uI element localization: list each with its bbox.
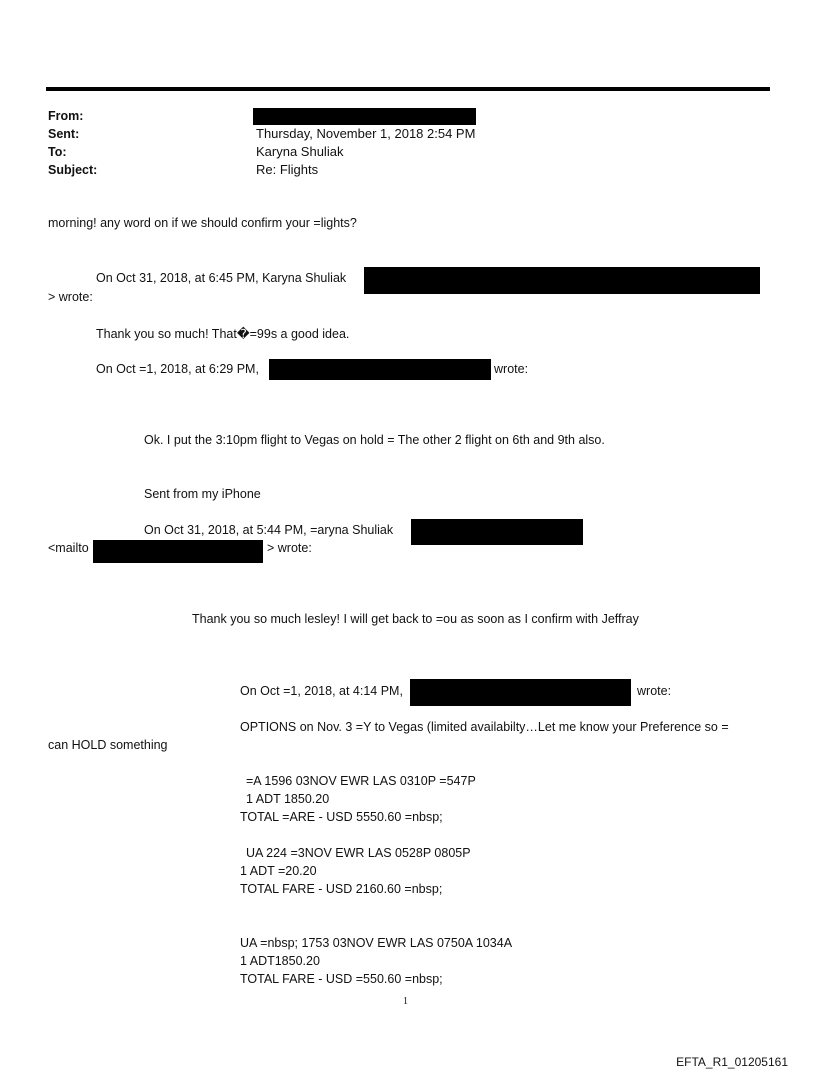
sent-value: Thursday, November 1, 2018 2:54 PM	[256, 126, 476, 141]
to-label: To:	[48, 145, 67, 159]
option-2-total: TOTAL FARE - USD 2160.60 =nbsp;	[240, 882, 443, 896]
mailto-prefix: <mailto	[48, 541, 89, 555]
redaction-sender-2	[269, 359, 491, 380]
to-value: Karyna Shuliak	[256, 144, 344, 159]
option-3-flight: UA =nbsp; 1753 03NOV EWR LAS 0750A 1034A	[240, 936, 513, 950]
body-line-hold-something: can HOLD something	[48, 738, 168, 752]
option-2-flight: UA 224 =3NOV EWR LAS 0528P 0805P	[246, 846, 471, 860]
quote-header-2-wrote: wrote:	[494, 362, 529, 376]
option-1-flight: =A 1596 03NOV EWR LAS 0310P =547P	[246, 774, 476, 788]
body-line-options: OPTIONS on Nov. 3 =Y to Vegas (limited availabilty…Let me know your Preference so =	[240, 720, 729, 734]
redaction-sender-4	[410, 679, 631, 706]
redaction-email-1	[364, 267, 760, 294]
quote-header-1: On Oct 31, 2018, at 6:45 PM, Karyna Shuliak	[96, 271, 347, 285]
sent-label: Sent:	[48, 127, 80, 141]
option-3-total: TOTAL FARE - USD =550.60 =nbsp;	[240, 972, 443, 986]
redaction-from	[253, 108, 476, 125]
body-line-iphone: Sent from my iPhone	[144, 487, 261, 501]
quote-header-1-wrote: > wrote:	[48, 290, 93, 304]
option-3-adt: 1 ADT1850.20	[240, 954, 320, 968]
quote-header-4-wrote: wrote:	[637, 684, 672, 698]
redaction-email-3	[411, 519, 583, 545]
quote-header-2: On Oct =1, 2018, at 6:29 PM,	[96, 362, 259, 376]
body-line-thanks: Thank you so much! That�=99s a good idea.	[96, 327, 350, 341]
subject-value: Re: Flights	[256, 162, 319, 177]
body-line-hold: Ok. I put the 3:10pm flight to Vegas on hold = The other 2 flight on 6th and 9th also.	[144, 433, 605, 447]
page-number: 1	[403, 996, 408, 1007]
option-1-total: TOTAL =ARE - USD 5550.60 =nbsp;	[240, 810, 443, 824]
option-2-adt: 1 ADT =20.20	[240, 864, 317, 878]
option-1-adt: 1 ADT 1850.20	[246, 792, 330, 806]
subject-label: Subject:	[48, 163, 98, 177]
quote-header-4: On Oct =1, 2018, at 4:14 PM,	[240, 684, 403, 698]
body-line-lesley: Thank you so much lesley! I will get back to =ou as soon as I confirm with Jeffray	[192, 612, 639, 626]
mailto-wrote: > wrote:	[267, 541, 312, 555]
document-id-footer: EFTA_R1_01205161	[676, 1055, 788, 1069]
quote-header-3: On Oct 31, 2018, at 5:44 PM, =aryna Shuliak	[144, 523, 394, 537]
header-rule	[46, 87, 770, 91]
redaction-mailto	[93, 540, 263, 563]
from-label: From:	[48, 109, 84, 123]
body-line-morning: morning! any word on if we should confirm your =lights?	[48, 216, 357, 230]
